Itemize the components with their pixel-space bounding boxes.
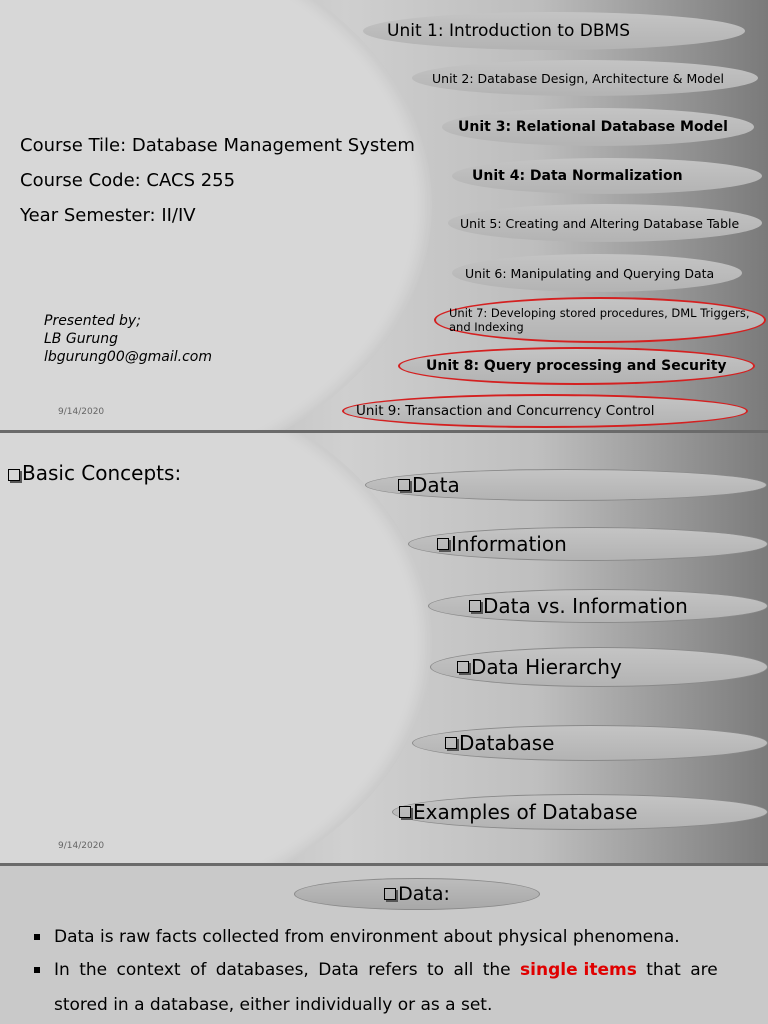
course-code: Course Code: CACS 255 (20, 170, 236, 191)
slide-date: 9/14/2020 (58, 407, 105, 417)
topic-database-label: Database (459, 731, 555, 755)
bullet-data-context-line2: stored in a database, either individually or as a set. (54, 995, 493, 1015)
topic-data-vs-information-pill (428, 589, 768, 623)
presenter-name: LB Gurung (44, 331, 118, 347)
course-title: Course Tile: Database Management System (20, 135, 415, 156)
unit-9-label: Unit 9: Transaction and Concurrency Control (356, 403, 655, 419)
topic-examples-label: Examples of Database (413, 800, 638, 824)
basic-concepts-heading: Basic Concepts: (8, 461, 181, 485)
unit-6-pill (452, 254, 742, 292)
checkbox-bullet-icon (445, 737, 457, 749)
unit-7-label: Unit 7: Developing stored procedures, DML Triggers, and Indexing (449, 306, 750, 334)
slide-basic-concepts (0, 433, 768, 863)
square-bullet-icon (34, 967, 40, 973)
topic-data-label: Data (412, 473, 460, 497)
checkbox-bullet-icon (469, 600, 481, 612)
topic-examples-pill (392, 794, 768, 830)
unit-1-label: Unit 1: Introduction to DBMS (387, 21, 630, 41)
unit-1-pill (363, 12, 745, 50)
unit-5-pill (448, 204, 762, 242)
unit-2-pill (412, 60, 758, 96)
unit-4-pill (452, 158, 762, 194)
topic-information-label: Information (451, 532, 567, 556)
unit-2-label: Unit 2: Database Design, Architecture & Model (432, 70, 725, 86)
topic-data-vs-information-label: Data vs. Information (483, 594, 688, 618)
topic-database-pill (412, 725, 768, 761)
checkbox-bullet-icon (384, 888, 396, 900)
presented-by-label: Presented by; (44, 313, 141, 329)
unit-6-label: Unit 6: Manipulating and Querying Data (465, 265, 715, 281)
unit-7-pill (434, 297, 766, 343)
slide-course-overview (0, 0, 768, 430)
slide-date: 9/14/2020 (58, 841, 105, 851)
checkbox-bullet-icon (398, 479, 410, 491)
topic-data-hierarchy-label: Data Hierarchy (471, 655, 622, 679)
bullet-data-definition: Data is raw facts collected from environment about physical phenomena. (34, 927, 680, 947)
checkbox-bullet-icon (8, 469, 20, 481)
data-heading-pill (294, 878, 540, 910)
unit-4-label: Unit 4: Data Normalization (472, 168, 683, 184)
year-semester: Year Semester: II/IV (20, 205, 196, 226)
checkbox-bullet-icon (399, 806, 411, 818)
unit-5-label: Unit 5: Creating and Altering Database Table (460, 215, 740, 231)
checkbox-bullet-icon (457, 661, 469, 673)
decorative-circle (0, 433, 432, 863)
unit-9-pill (342, 394, 748, 428)
unit-3-label: Unit 3: Relational Database Model (458, 119, 728, 135)
unit-3-pill (442, 108, 754, 146)
topic-information-pill (408, 527, 768, 561)
data-heading-label: Data: (398, 883, 450, 905)
bullet-data-context: In the context of databases, Data refers to all the single items that are (34, 960, 748, 980)
highlight-single-items: single items (520, 960, 637, 980)
checkbox-bullet-icon (437, 538, 449, 550)
topic-data-pill (365, 469, 767, 501)
presenter-email: lbgurung00@gmail.com (44, 349, 212, 365)
unit-8-label: Unit 8: Query processing and Security (426, 358, 727, 374)
unit-8-pill (398, 347, 755, 385)
slide-data-definition (0, 866, 768, 1024)
topic-data-hierarchy-pill (430, 647, 768, 687)
square-bullet-icon (34, 934, 40, 940)
